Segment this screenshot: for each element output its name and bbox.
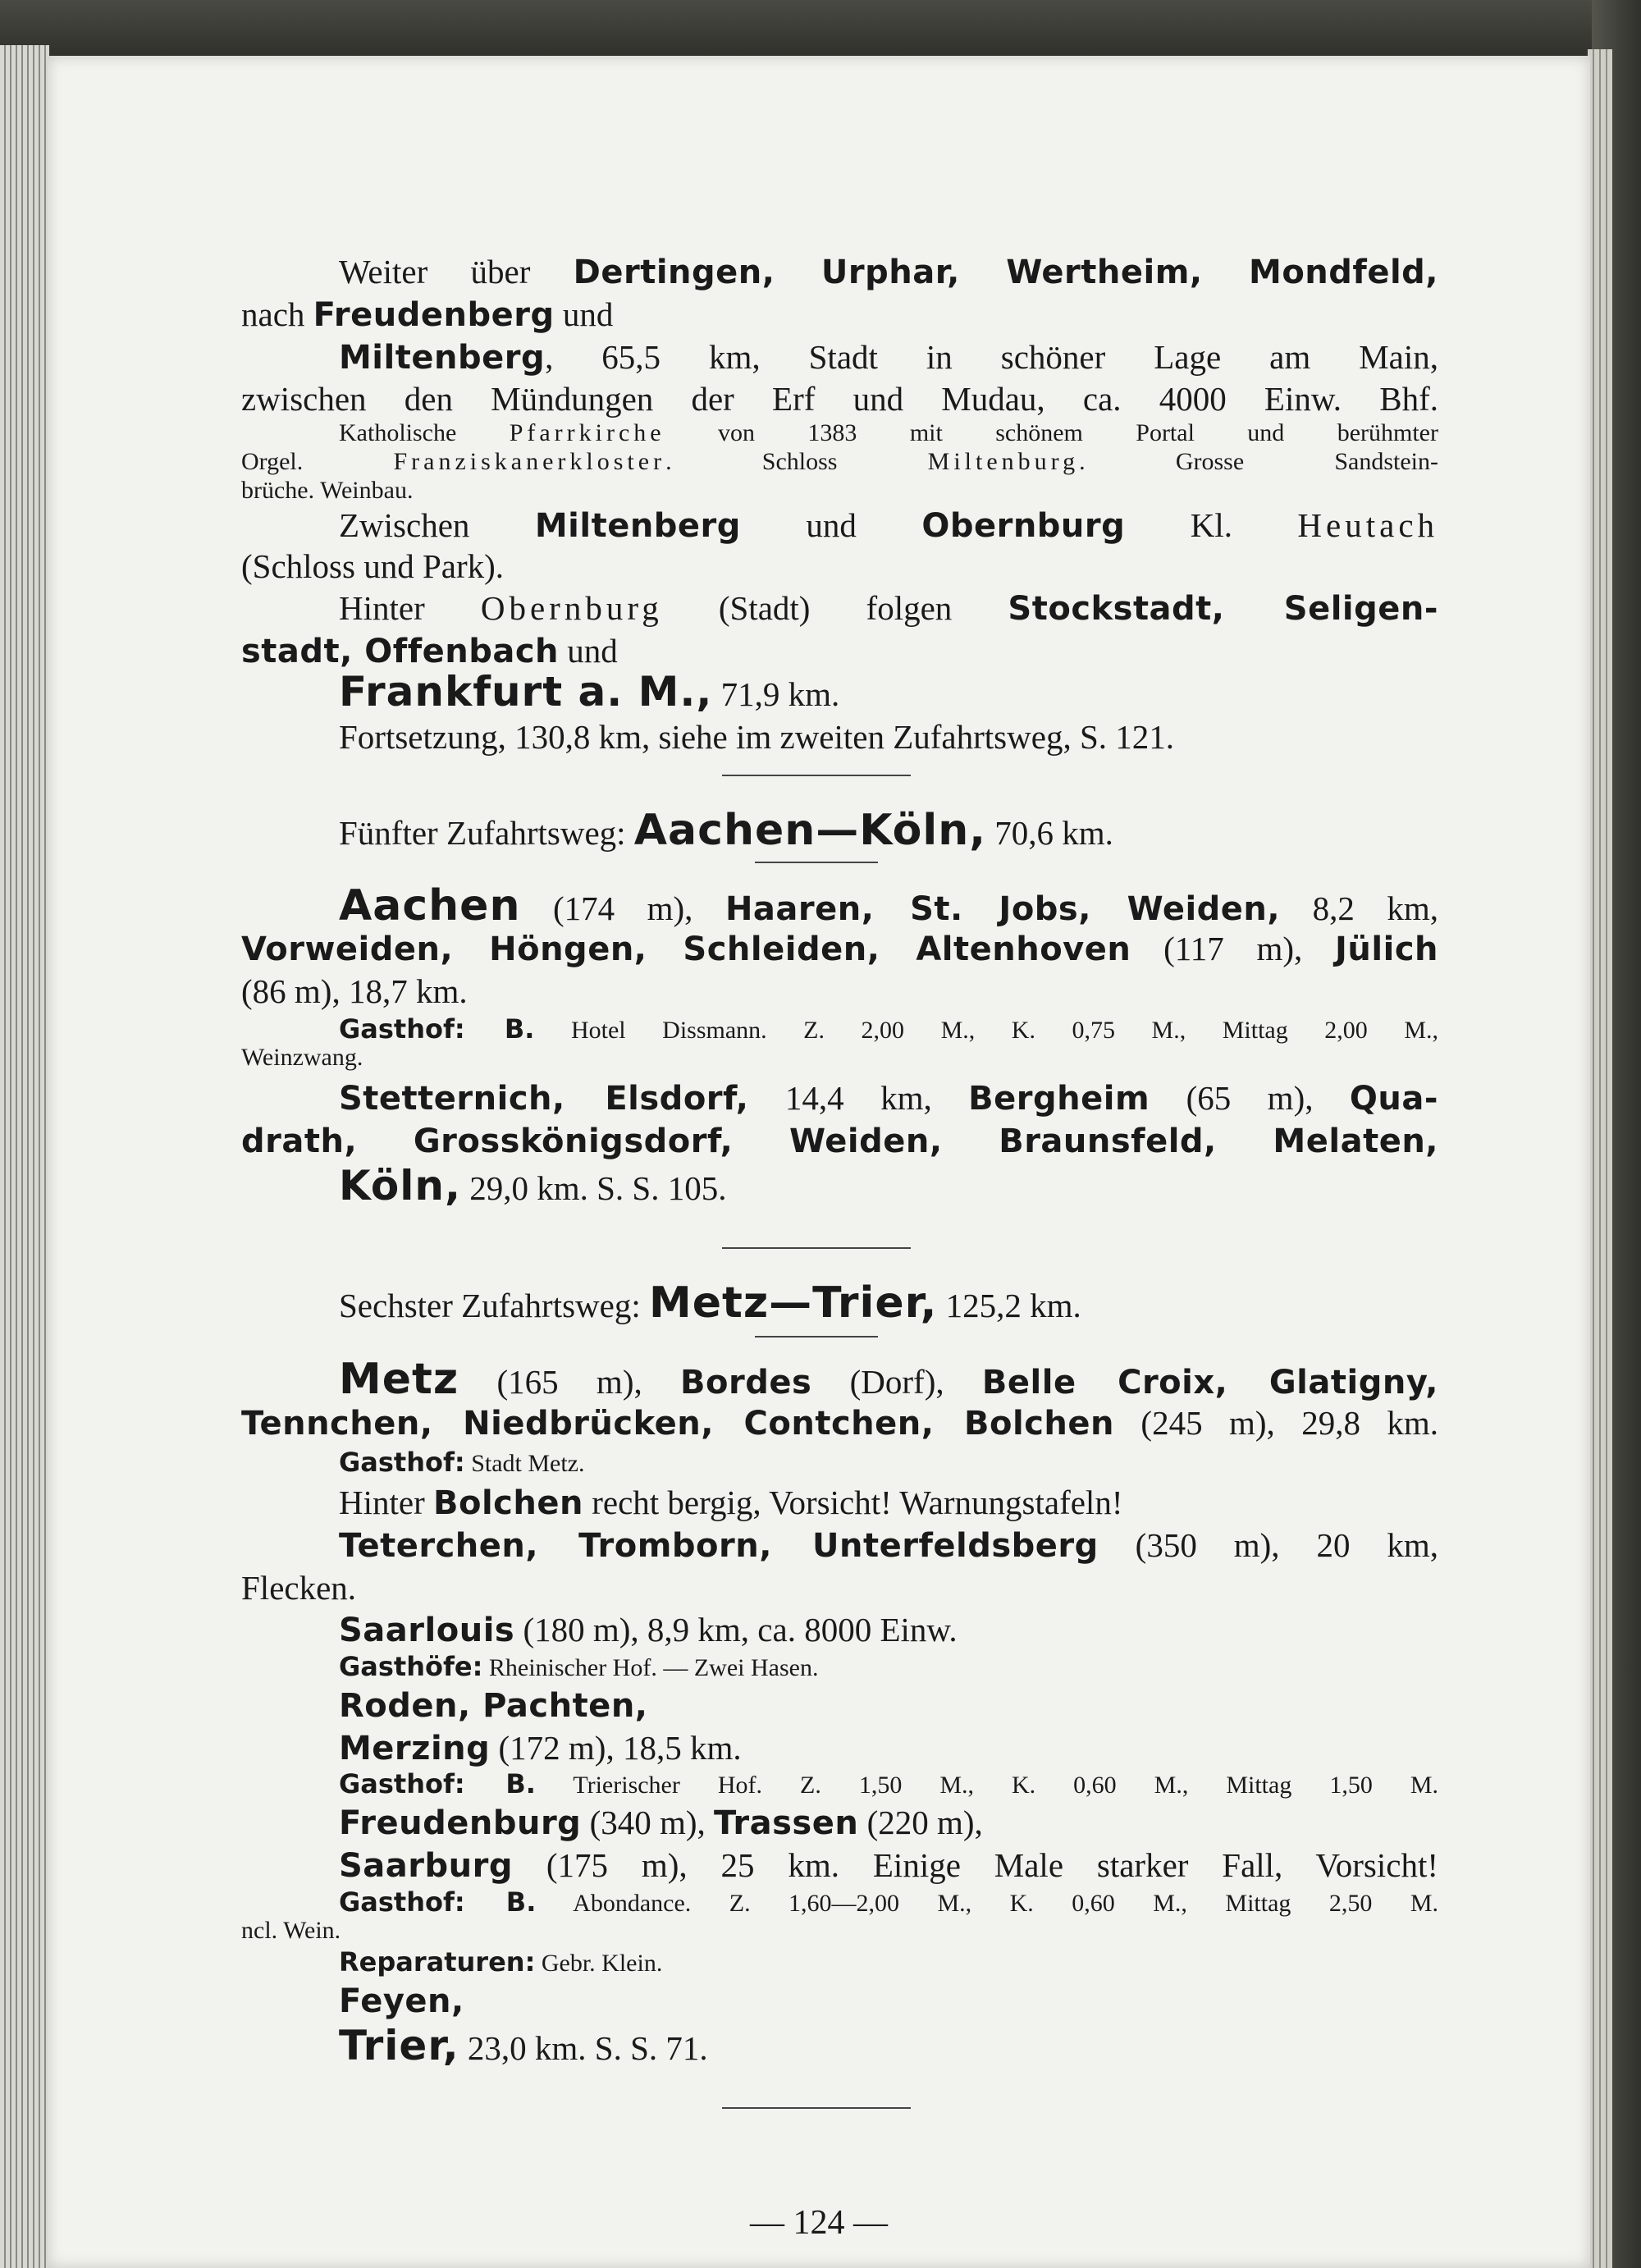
text-line: Köln, 29,0 km. S. S. 105. (339, 1162, 727, 1209)
section-divider (722, 1247, 911, 1249)
book-page (48, 56, 1590, 2268)
text-line-small: Weinzwang. (241, 1044, 363, 1071)
section-divider (722, 2107, 911, 2109)
text-line-small: Orgel. Franziskanerkloster. Schloss Miltenburg. Grosse Sandstein- (241, 448, 1438, 475)
text-line: zwischen den Mündungen der Erf und Mudau, ca. 4000 Einw. Bhf. (241, 380, 1438, 418)
text-line: Tennchen, Niedbrücken, Contchen, Bolchen (245 m), 29,8 km. (241, 1404, 1438, 1443)
route-6-heading: Sechster Zufahrtsweg: Metz—Trier, 125,2 km. (339, 1278, 1081, 1328)
text-line-small: Gasthöfe: Rheinischer Hof. — Zwei Hasen. (339, 1651, 819, 1682)
page-number: — 124 — (750, 2204, 888, 2242)
text-line-small: Reparaturen: Gebr. Klein. (339, 1946, 663, 1978)
text-line: Fortsetzung, 130,8 km, siehe im zweiten Zufahrtsweg, S. 121. (339, 718, 1174, 756)
text-line-small: brüche. Weinbau. (241, 477, 414, 504)
page-stack-right (1588, 49, 1612, 2268)
text-line: Frankfurt a. M., 71,9 km. (339, 668, 840, 716)
text-line: Metz (165 m), Bordes (Dorf), Belle Croix, Glatigny, (339, 1355, 1438, 1404)
text-line: Aachen (174 m), Haaren, St. Jobs, Weiden, 8,2 km, (339, 881, 1439, 931)
text-line: (86 m), 18,7 km. (241, 972, 468, 1010)
text-line: Miltenberg, 65,5 km, Stadt in schöner Lage am Main, (339, 338, 1438, 377)
text-line: Feyen, (339, 1982, 464, 2020)
text-line: Teterchen, Tromborn, Unterfeldsberg (350 m), 20 km, (339, 1526, 1438, 1565)
text-line: Freudenburg (340 m), Trassen (220 m), (339, 1804, 983, 1842)
text-line: Trier, 23,0 km. S. S. 71. (339, 2022, 708, 2069)
text-line: Hinter Bolchen recht bergig, Vorsicht! Warnungstafeln! (339, 1484, 1123, 1522)
text-line-small: ncl. Wein. (241, 1917, 341, 1944)
text-line-small: Gasthof: B. Hotel Dissmann. Z. 2,00 M., K. 0,75 M., Mittag 2,00 M., (339, 1013, 1438, 1045)
text-line-small: Gasthof: Stadt Metz. (339, 1447, 585, 1478)
page-stack-left (0, 45, 49, 2268)
text-line: Saarlouis (180 m), 8,9 km, ca. 8000 Einw. (339, 1611, 958, 1649)
heading-rule (755, 862, 878, 863)
text-line: (Schloss und Park). (241, 547, 505, 585)
text-line: Flecken. (241, 1569, 357, 1607)
text-line: Hinter Obernburg (Stadt) folgen Stockstadt, Seligen- (339, 589, 1438, 628)
text-line: Saarburg (175 m), 25 km. Einige Male starker Fall, Vorsicht! (339, 1846, 1438, 1885)
heading-rule (755, 1336, 878, 1337)
text-line: Stetternich, Elsdorf, 14,4 km, Bergheim (65 m), Qua- (339, 1079, 1438, 1118)
text-line-small: Gasthof: B. Abondance. Z. 1,60—2,00 M., K. 0,60 M., Mittag 2,50 M. (339, 1886, 1438, 1918)
book-cover-top (0, 0, 1641, 62)
text-line: Roden, Pachten, (339, 1687, 648, 1725)
text-line: Vorweiden, Höngen, Schleiden, Altenhoven (117 m), Jülich (241, 930, 1438, 968)
text-line-small: Katholische Pfarrkirche von 1383 mit schönem Portal und berühmter (339, 419, 1438, 446)
text-line: Merzing (172 m), 18,5 km. (339, 1729, 742, 1767)
route-5-heading: Fünfter Zufahrtsweg: Aachen—Köln, 70,6 km. (339, 806, 1113, 855)
text-line-small: Gasthof: B. Trierischer Hof. Z. 1,50 M., K. 0,60 M., Mittag 1,50 M. (339, 1768, 1439, 1799)
text-line: stadt, Offenbach und (241, 632, 618, 670)
text-line: drath, Grosskönigsdorf, Weiden, Braunsfeld, Melaten, (241, 1123, 1438, 1160)
text-line: nach Freudenberg und (241, 295, 614, 334)
text-line: Zwischen Miltenberg und Obernburg Kl. Heutach (339, 506, 1439, 545)
section-divider (722, 775, 911, 776)
text-line: Weiter über Dertingen, Urphar, Wertheim, Mondfeld, (339, 253, 1438, 291)
